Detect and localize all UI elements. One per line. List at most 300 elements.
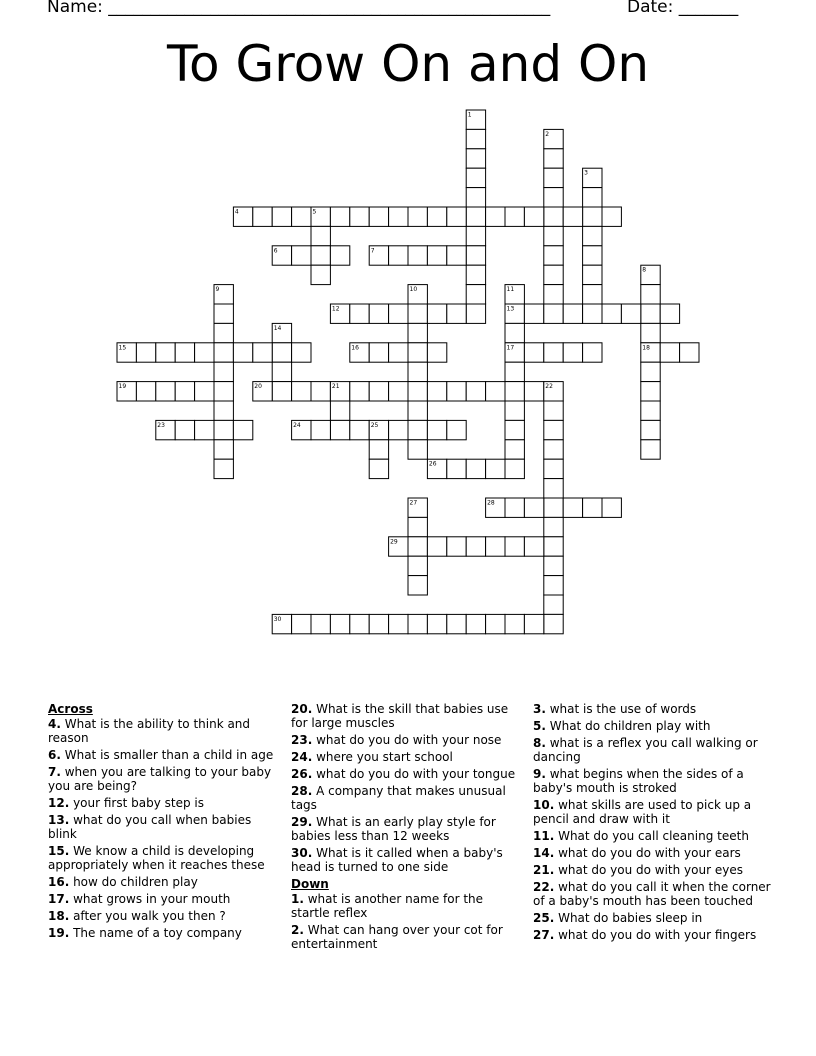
clue-text: what is a reflex you call walking or dancing [533,736,758,764]
grid-cell[interactable] [408,420,427,439]
clue-number: 29. [291,815,313,829]
grid-cell[interactable] [447,207,466,226]
clue-text: The name of a toy company [69,926,242,940]
grid-cell[interactable] [214,440,233,459]
grid-cell[interactable] [544,479,563,498]
grid-cell[interactable] [408,537,427,556]
clue-number: 2. [291,923,304,937]
clue-item [533,719,773,733]
grid-cell[interactable] [272,382,291,401]
clue-number: 21. [533,863,555,877]
grid-cell[interactable] [544,246,563,265]
grid-cell[interactable] [524,614,543,633]
grid-cell[interactable] [427,420,446,439]
grid-cell[interactable] [389,343,408,362]
grid-cell[interactable] [486,382,505,401]
grid-cell[interactable] [136,343,155,362]
grid-cell[interactable] [505,382,524,401]
grid-cell[interactable] [505,207,524,226]
grid-cell[interactable] [214,362,233,381]
grid-cell[interactable] [524,537,543,556]
grid-cell[interactable] [563,498,582,517]
grid-cell[interactable] [466,285,485,304]
grid-cell[interactable] [369,614,388,633]
cell-number: 4 [234,208,239,216]
grid-cell[interactable] [447,382,466,401]
grid-cell[interactable] [544,401,563,420]
clue-number: 27. [533,928,555,942]
grid-cell[interactable] [544,498,563,517]
clue-text: after you walk you then ? [69,909,226,923]
clue-item [291,846,519,874]
clue-text: what is another name for the startle reflex [291,892,484,920]
grid-cell[interactable] [466,129,485,148]
grid-cell[interactable] [563,304,582,323]
grid-cell[interactable] [486,614,505,633]
grid-cell[interactable] [233,420,252,439]
clue-number: 18. [48,909,70,923]
clue-text: What is the ability to think and reason [48,717,251,745]
grid-cell[interactable] [447,614,466,633]
clue-text: what do you call when babies blink [48,813,252,841]
cell-number: 5 [312,208,317,216]
grid-cell[interactable] [389,382,408,401]
clue-text: What is the skill that babies use for large muscles [291,702,509,730]
grid-cell[interactable] [350,614,369,633]
clue-column-3 [533,702,773,945]
cell-number: 1 [467,111,472,119]
clue-item [291,784,519,812]
grid-cell[interactable] [447,246,466,265]
grid-cell[interactable] [369,304,388,323]
grid-cell[interactable] [292,246,311,265]
grid-cell[interactable] [408,304,427,323]
grid-cell[interactable] [583,498,602,517]
grid-cell[interactable] [505,420,524,439]
clue-text: what do you do with your fingers [554,928,757,942]
clue-text: where you start school [312,750,453,764]
grid-cell[interactable] [427,207,446,226]
clue-text: What is smaller than a child in age [60,748,274,762]
grid-cell[interactable] [544,226,563,245]
grid-cell[interactable] [350,304,369,323]
grid-cell[interactable] [466,537,485,556]
clue-number: 4. [48,717,61,731]
name-field-label: Name: ____________________________________________________ [47,0,551,17]
grid-cell[interactable] [253,207,272,226]
grid-cell[interactable] [641,382,660,401]
grid-cell[interactable] [447,304,466,323]
grid-cell[interactable] [524,343,543,362]
cell-number: 25 [370,421,379,429]
grid-cell[interactable] [369,459,388,478]
grid-cell[interactable] [466,246,485,265]
grid-cell[interactable] [544,343,563,362]
grid-cell[interactable] [466,459,485,478]
grid-cell[interactable] [350,207,369,226]
clue-number: 25. [533,911,555,925]
grid-cell[interactable] [583,226,602,245]
grid-cell[interactable] [156,382,175,401]
clue-text: what do you do with your ears [554,846,741,860]
grid-cell[interactable] [408,401,427,420]
grid-cell[interactable] [175,420,194,439]
clue-item [48,813,280,841]
clue-item [533,863,773,877]
clue-number: 17. [48,892,70,906]
cell-number: 9 [215,286,220,294]
grid-cell[interactable] [544,285,563,304]
grid-cell[interactable] [389,207,408,226]
clue-number: 9. [533,767,546,781]
grid-cell[interactable] [524,207,543,226]
grid-cell[interactable] [156,343,175,362]
grid-cell[interactable] [486,459,505,478]
grid-cell[interactable] [369,207,388,226]
grid-cell[interactable] [563,343,582,362]
down-heading: Down [291,877,329,891]
grid-cell[interactable] [330,420,349,439]
grid-cell[interactable] [214,304,233,323]
clue-item [533,767,773,795]
grid-cell[interactable] [466,265,485,284]
grid-cell[interactable] [389,246,408,265]
grid-cell[interactable] [466,207,485,226]
grid-cell[interactable] [641,401,660,420]
grid-cell[interactable] [195,382,214,401]
grid-cell[interactable] [195,420,214,439]
grid-cell[interactable] [447,459,466,478]
clue-column-1 [48,702,280,943]
grid-cell[interactable] [408,440,427,459]
clue-number: 16. [48,875,70,889]
grid-cell[interactable] [447,420,466,439]
cell-number: 20 [254,383,262,391]
grid-cell[interactable] [311,614,330,633]
grid-cell[interactable] [389,304,408,323]
clue-item [291,892,519,920]
cell-number: 3 [584,169,588,177]
grid-cell[interactable] [602,498,621,517]
grid-cell[interactable] [214,401,233,420]
grid-cell[interactable] [544,207,563,226]
clue-text: when you are talking to your baby you are being? [48,765,272,793]
grid-cell[interactable] [544,517,563,536]
cell-number: 29 [390,538,398,546]
clue-text: What is an early play style for babies less than 12 weeks [291,815,496,843]
grid-cell[interactable] [408,614,427,633]
grid-cell[interactable] [505,537,524,556]
cell-number: 6 [273,247,278,255]
clue-item [48,717,280,745]
clue-item [291,923,519,951]
clue-item [533,846,773,860]
cell-number: 15 [118,344,127,352]
grid-cell[interactable] [544,304,563,323]
clue-number: 26. [291,767,313,781]
grid-cell[interactable] [233,343,252,362]
cell-number: 28 [487,499,495,507]
clue-number: 20. [291,702,313,716]
clue-number: 8. [533,736,546,750]
grid-cell[interactable] [466,188,485,207]
grid-cell[interactable] [292,614,311,633]
grid-cell[interactable] [505,498,524,517]
grid-cell[interactable] [447,537,466,556]
cell-number: 30 [273,615,282,623]
grid-cell[interactable] [486,537,505,556]
grid-cell[interactable] [311,226,330,245]
clue-number: 10. [533,798,555,812]
grid-cell[interactable] [544,614,563,633]
across-heading: Across [48,702,93,716]
grid-cell[interactable] [214,420,233,439]
grid-cell[interactable] [389,420,408,439]
grid-cell[interactable] [136,382,155,401]
grid-cell[interactable] [505,614,524,633]
cell-number: 23 [157,421,165,429]
cell-number: 11 [506,286,515,294]
grid-cell[interactable] [641,362,660,381]
grid-cell[interactable] [292,382,311,401]
cell-number: 22 [545,383,553,391]
clue-item [291,815,519,843]
grid-cell[interactable] [583,188,602,207]
grid-cell[interactable] [408,556,427,575]
grid-cell[interactable] [544,459,563,478]
grid-cell[interactable] [330,207,349,226]
grid-cell[interactable] [563,207,582,226]
grid-cell[interactable] [195,343,214,362]
clue-number: 11. [533,829,555,843]
clue-text: what do you do with your eyes [554,863,743,877]
grid-cell[interactable] [311,382,330,401]
clue-number: 14. [533,846,555,860]
clue-text: what grows in your mouth [69,892,231,906]
grid-cell[interactable] [641,304,660,323]
clue-item [291,767,519,781]
clue-item [291,750,519,764]
grid-cell[interactable] [214,323,233,342]
grid-cell[interactable] [408,207,427,226]
grid-cell[interactable] [641,285,660,304]
clue-item [533,829,773,843]
grid-cell[interactable] [466,382,485,401]
grid-cell[interactable] [583,207,602,226]
grid-cell[interactable] [408,382,427,401]
clue-number: 30. [291,846,313,860]
grid-cell[interactable] [544,537,563,556]
grid-cell[interactable] [369,440,388,459]
grid-cell[interactable] [350,382,369,401]
grid-cell[interactable] [641,420,660,439]
clue-text: your first baby step is [69,796,205,810]
grid-cell[interactable] [175,382,194,401]
grid-cell[interactable] [583,304,602,323]
cell-number: 21 [331,383,340,391]
grid-cell[interactable] [544,556,563,575]
clue-item [533,880,773,908]
cell-number: 19 [118,383,127,391]
clue-text: what do you do with your tongue [312,767,516,781]
clue-text: What do children play with [545,719,711,733]
grid-cell[interactable] [214,343,233,362]
cell-number: 27 [409,499,418,507]
clue-item [291,733,519,747]
grid-cell[interactable] [292,343,311,362]
cell-number: 14 [273,324,282,332]
grid-cell[interactable] [311,265,330,284]
grid-cell[interactable] [505,459,524,478]
grid-cell[interactable] [272,207,291,226]
grid-cell[interactable] [602,304,621,323]
grid-cell[interactable] [408,517,427,536]
grid-cell[interactable] [505,440,524,459]
grid-cell[interactable] [311,246,330,265]
grid-cell[interactable] [427,382,446,401]
grid-cell[interactable] [660,304,679,323]
grid-cell[interactable] [505,323,524,342]
grid-cell[interactable] [660,343,679,362]
grid-cell[interactable] [583,265,602,284]
grid-cell[interactable] [311,420,330,439]
clue-number: 15. [48,844,70,858]
grid-cell[interactable] [544,595,563,614]
grid-cell[interactable] [350,420,369,439]
cell-number: 18 [642,344,650,352]
cell-number: 2 [545,130,550,138]
clue-item [533,798,773,826]
grid-cell[interactable] [408,246,427,265]
grid-cell[interactable] [544,188,563,207]
cell-number: 16 [351,344,359,352]
clue-text: how do children play [69,875,198,889]
grid-cell[interactable] [330,246,349,265]
grid-cell[interactable] [427,614,446,633]
grid-cell[interactable] [389,614,408,633]
grid-cell[interactable] [292,207,311,226]
clue-number: 7. [48,765,61,779]
clue-number: 6. [48,748,61,762]
grid-cell[interactable] [583,343,602,362]
grid-cell[interactable] [272,362,291,381]
clue-item [48,844,280,872]
clue-item [48,892,280,906]
clue-number: 13. [48,813,70,827]
clue-text: what do you call it when the corner of a baby's mouth has been touched [533,880,771,908]
clue-text: We know a child is developing appropriately when it reaches these [48,844,265,872]
cell-number: 12 [331,305,340,313]
grid-cell[interactable] [369,382,388,401]
grid-cell[interactable] [583,285,602,304]
grid-cell[interactable] [466,614,485,633]
cell-number: 26 [428,460,437,468]
clue-item [533,702,773,716]
grid-cell[interactable] [427,343,446,362]
clue-number: 28. [291,784,313,798]
clue-number: 12. [48,796,70,810]
grid-cell[interactable] [408,362,427,381]
cell-number: 7 [370,247,375,255]
clue-number: 24. [291,750,313,764]
grid-cell[interactable] [214,382,233,401]
grid-cell[interactable] [505,362,524,381]
grid-cell[interactable] [544,149,563,168]
clue-text: A company that makes unusual tags [291,784,506,812]
date-field-label: Date: _______ [627,0,739,17]
grid-cell[interactable] [544,168,563,187]
grid-cell[interactable] [330,401,349,420]
grid-cell[interactable] [544,420,563,439]
clue-text: what do you do with your nose [312,733,502,747]
grid-cell[interactable] [641,440,660,459]
grid-cell[interactable] [466,226,485,245]
grid-cell[interactable] [175,343,194,362]
grid-cell[interactable] [466,168,485,187]
grid-cell[interactable] [583,246,602,265]
grid-cell[interactable] [214,459,233,478]
clue-number: 19. [48,926,70,940]
grid-cell[interactable] [408,323,427,342]
clue-number: 5. [533,719,546,733]
grid-cell[interactable] [369,343,388,362]
clue-item [291,702,519,730]
grid-cell[interactable] [524,498,543,517]
clue-item [533,736,773,764]
clue-text: What do babies sleep in [554,911,703,925]
clue-item [48,909,280,923]
clue-text: what begins when the sides of a baby's mouth is stroked [533,767,744,795]
grid-cell[interactable] [253,343,272,362]
cell-number: 24 [293,421,301,429]
grid-cell[interactable] [408,576,427,595]
grid-cell[interactable] [680,343,699,362]
grid-cell[interactable] [524,304,543,323]
grid-cell[interactable] [544,440,563,459]
clue-item [533,911,773,925]
cell-number: 13 [506,305,515,313]
clue-number: 1. [291,892,304,906]
grid-cell[interactable] [272,343,291,362]
cell-number: 10 [409,286,418,294]
grid-cell[interactable] [544,576,563,595]
cell-number: 17 [506,344,515,352]
clue-text: What do you call cleaning teeth [554,829,749,843]
grid-cell[interactable] [524,382,543,401]
grid-cell[interactable] [466,149,485,168]
clue-text: What is it called when a baby's head is turned to one side [291,846,503,874]
clue-column-2 [291,702,519,954]
grid-cell[interactable] [505,401,524,420]
grid-cell[interactable] [466,304,485,323]
clue-item [48,926,280,940]
grid-cell[interactable] [427,537,446,556]
clue-number: 23. [291,733,313,747]
grid-cell[interactable] [621,304,640,323]
grid-cell[interactable] [427,304,446,323]
grid-cell[interactable] [408,343,427,362]
grid-cell[interactable] [602,207,621,226]
cell-number: 8 [642,266,647,274]
clue-item [533,928,773,942]
grid-cell[interactable] [641,323,660,342]
grid-cell[interactable] [486,207,505,226]
clue-item [48,748,280,762]
grid-cell[interactable] [330,614,349,633]
clue-number: 22. [533,880,555,894]
grid-cell[interactable] [544,265,563,284]
grid-cell[interactable] [427,246,446,265]
